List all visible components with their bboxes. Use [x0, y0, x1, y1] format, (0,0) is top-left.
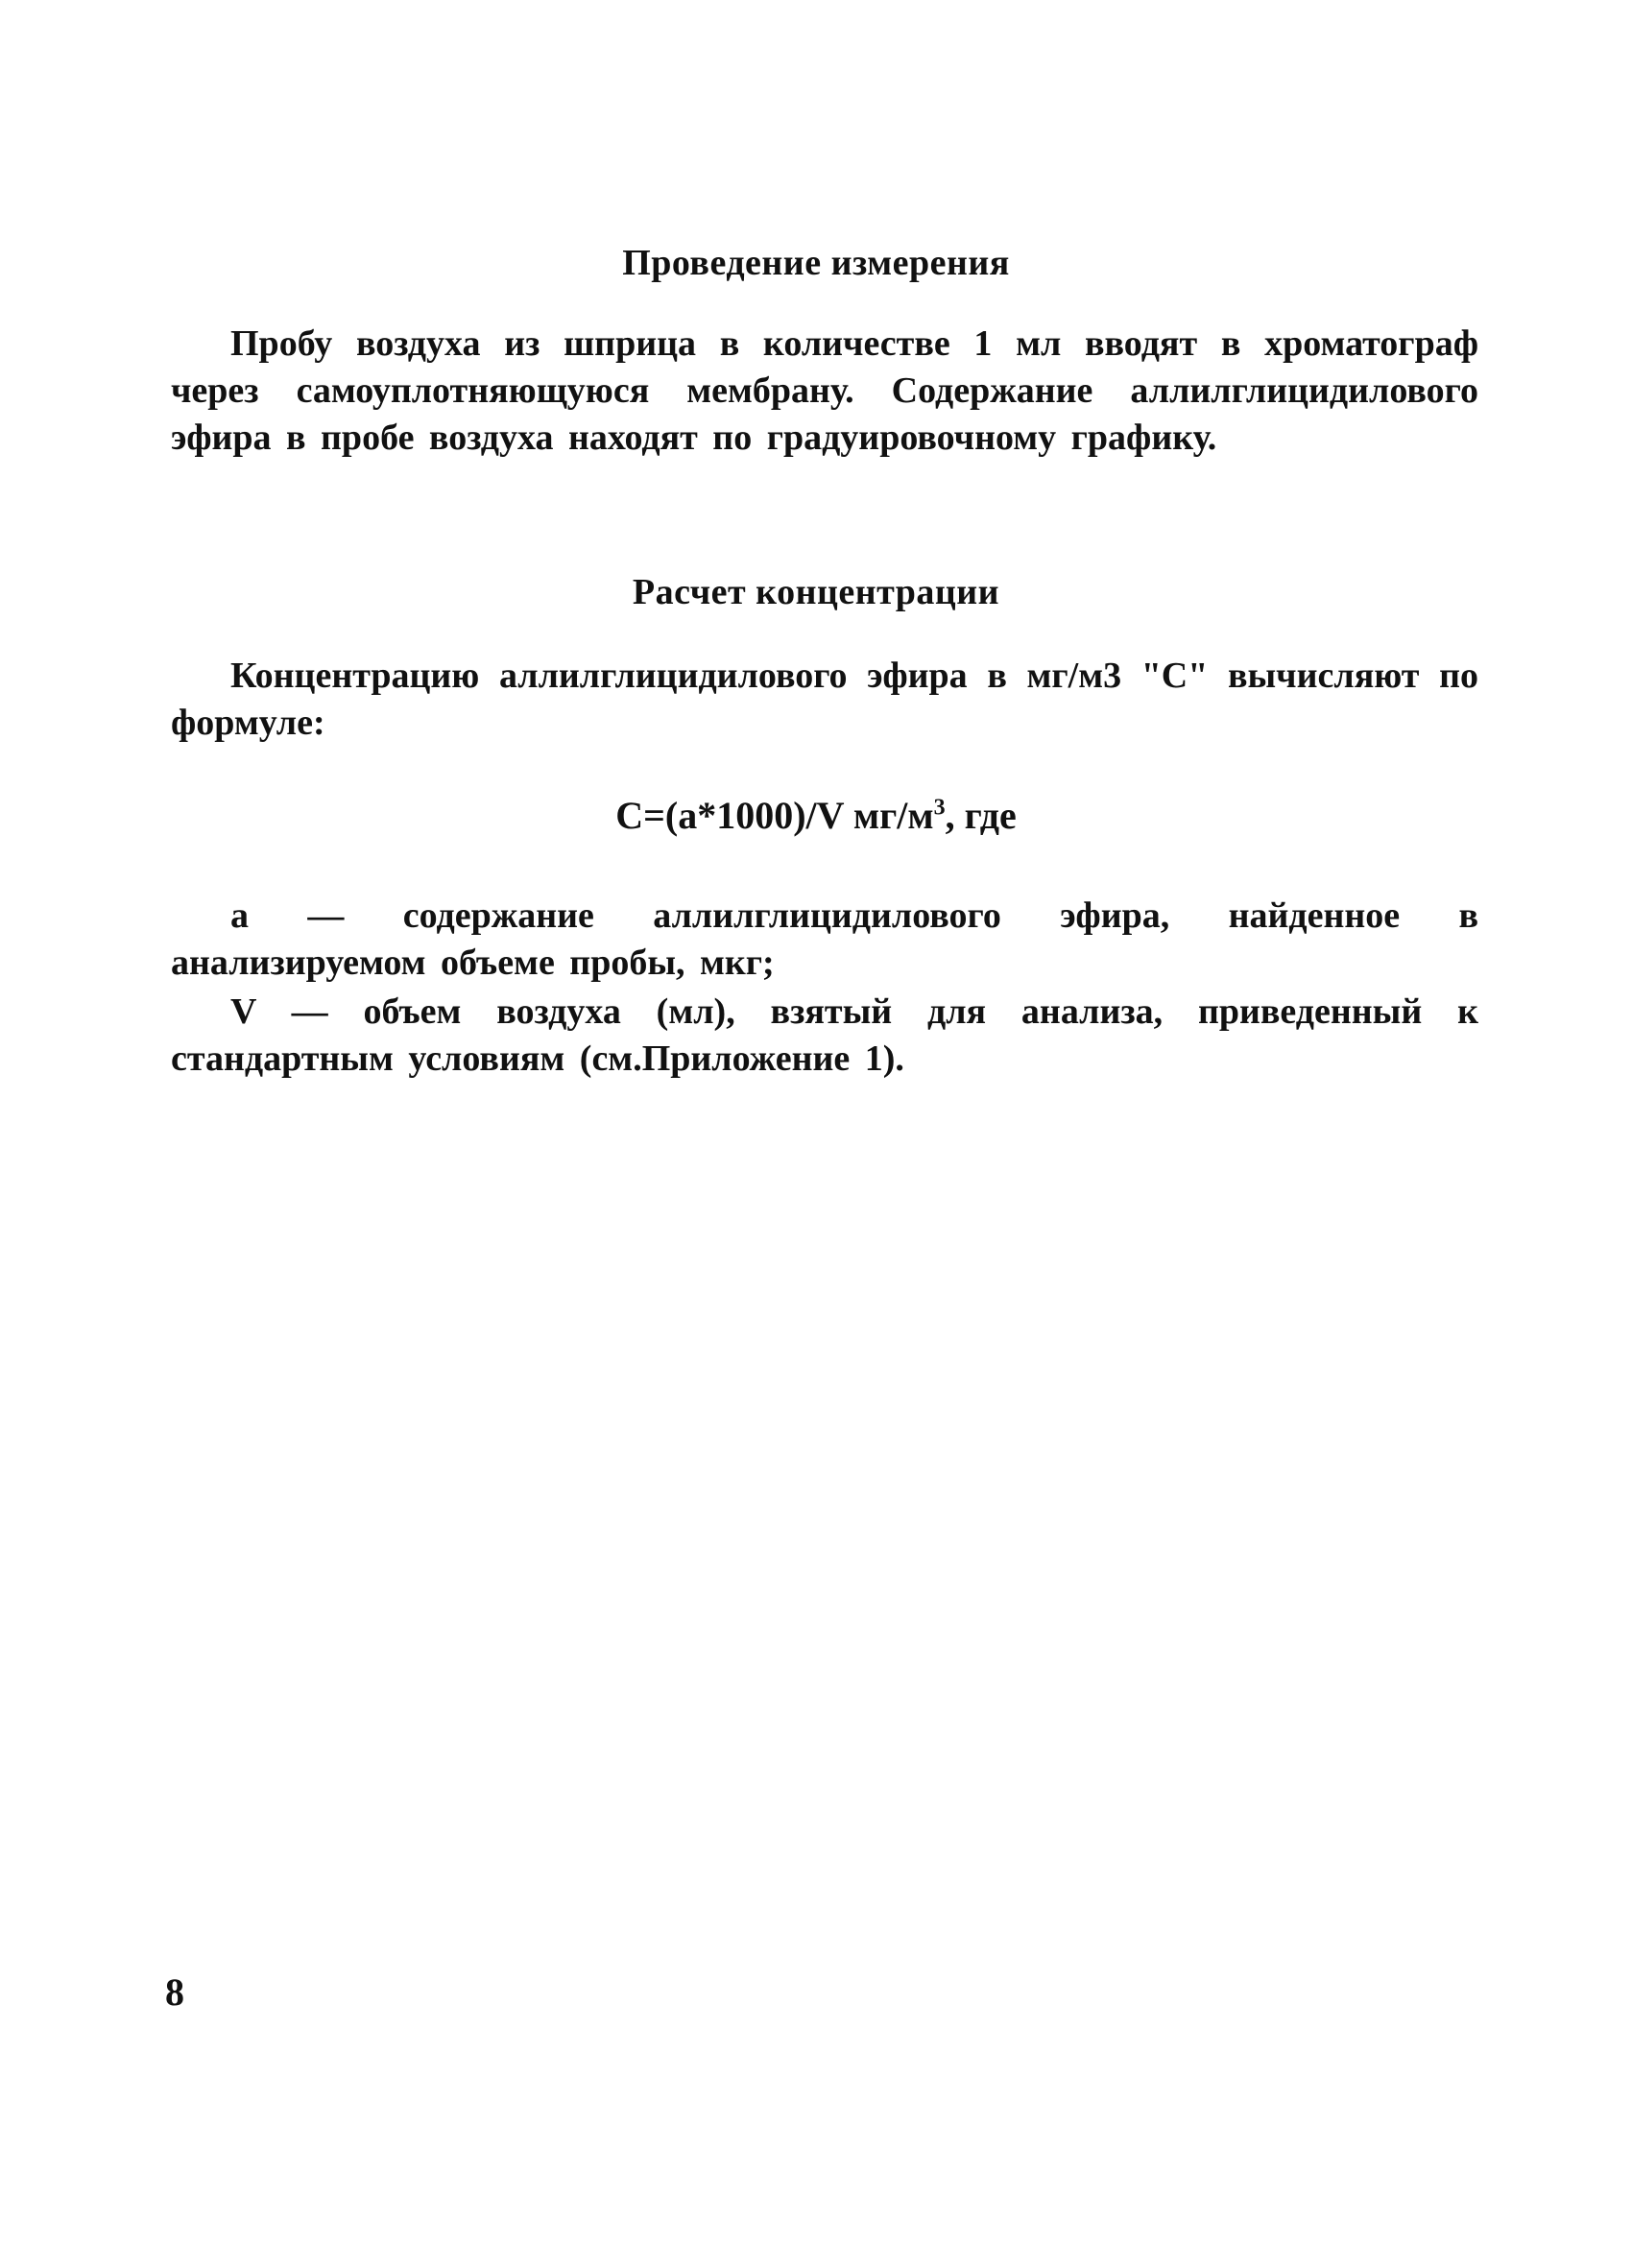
formula-main: С=(а*1000)/V мг/м [615, 794, 934, 837]
definition-v: V — объем воздуха (мл), взятый для анализа, приведенный к стандартным условиям (см.Приложение 1). [171, 991, 1478, 1079]
formula-suffix: , где [945, 794, 1017, 837]
section-heading-measurement: Проведение измерения [622, 243, 1010, 283]
section-heading-calculation: Расчет концентрации [632, 572, 1000, 612]
measurement-paragraph: Пробу воздуха из шприца в количестве 1 мл вводят в хроматограф через самоуплотняющуюся мембрану. Содержание аллилглицидилового эфира в пробе воздуха находят по градуировочному графику. [171, 323, 1478, 458]
calculation-intro-paragraph: Концентрацию аллилглицидилового эфира в мг/м3 "С" вычисляют по формуле: [171, 656, 1478, 743]
concentration-formula [0, 793, 1632, 838]
definition-a: а — содержание аллилглицидилового эфира, найденное в анализируемом объеме пробы, мкг; [171, 895, 1478, 983]
formula-exponent: 3 [933, 795, 946, 821]
page-number: 8 [165, 1970, 184, 2014]
